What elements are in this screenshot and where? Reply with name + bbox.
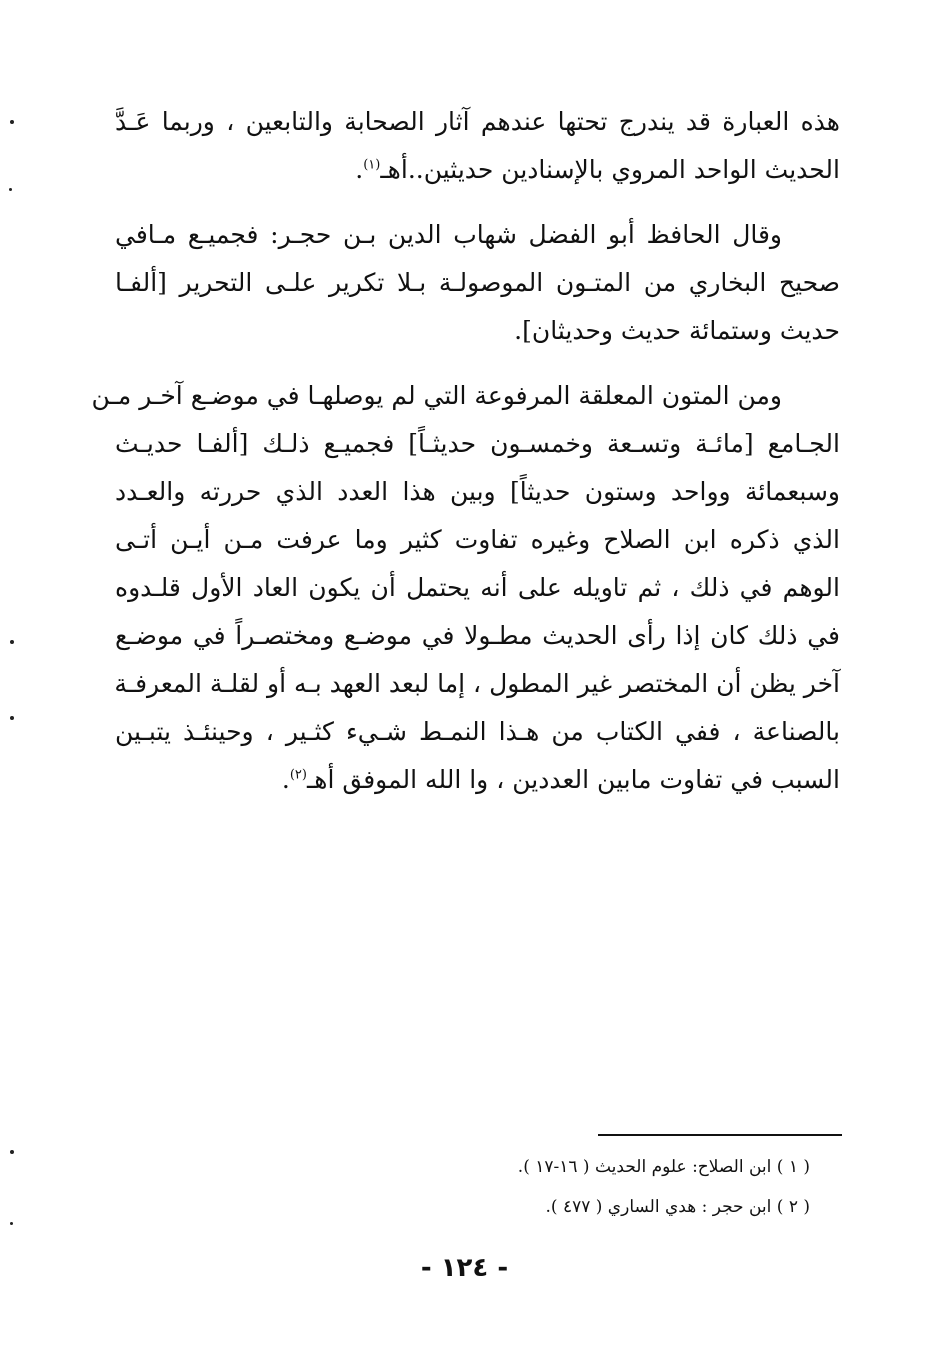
footnote-ref-1: (١) [363, 157, 381, 173]
line-tail: . [281, 765, 290, 794]
scan-speck [10, 1150, 14, 1154]
text-line-content: السبب في تفاوت مابين العددين ، وا الله الموفق أهـ [306, 765, 840, 794]
text-line: صحيح البخاري من المتـون الموصولـة بـلا تكرير علـى التحرير [ألفـا [115, 268, 840, 297]
text-line [115, 756, 840, 804]
line-tail: . [355, 155, 364, 184]
text-line: بالصناعة ، ففي الكتاب من هـذا النمـط شـيء كثـير ، وحينئـذ يتبـين [115, 717, 840, 746]
footnote-1: ( ١ ) ابن الصلاح: علوم الحديث ( ١٦-١٧ ). [517, 1157, 810, 1177]
scan-speck [10, 1222, 13, 1225]
text-line: الذي ذكره ابن الصلاح وغيره تفاوت كثير وما عرفت مـن أيـن أتـى [115, 525, 840, 554]
text-line: آخر يظن أن المختصر غير المطول ، إما لبعد العهد بـه أو لقلـة المعرفـة [114, 669, 840, 698]
footnote-separator [598, 1134, 842, 1136]
text-line: وسبعمائة وواحد وستون حديثاً] وبين هذا العدد الذي حررته والعـدد [115, 477, 840, 506]
text-line: الوهم في ذلك ، ثم تاويله على أنه يحتمل أن يكون العاد الأول قلـدوه [115, 573, 840, 602]
paragraph-1 [115, 98, 840, 194]
text-line: ومن المتون المعلقة المرفوعة التي لم يوصلهـا في موضـع آخـر مـن [91, 381, 782, 410]
scan-speck [10, 120, 14, 124]
main-text [91, 98, 840, 821]
paragraph-2 [115, 211, 840, 355]
text-line: في ذلك كان إذا رأى الحديث مطـولا في موضـع ومختصـراً في موضـع [115, 621, 840, 650]
text-line: حديث وستمائة حديث وحديثان]. [514, 316, 840, 345]
footnote-ref-2: (٢) [289, 767, 307, 783]
text-line-content: الحديث الواحد المروي بالإسنادين حديثين..أهـ [380, 155, 840, 184]
footnote-2: ( ٢ ) ابن حجر : هدي الساري ( ٤٧٧ ). [545, 1197, 810, 1217]
text-line: هذه العبارة قد يندرج تحتها عندهم آثار الصحابة والتابعين ، وربما عَـدَّ [115, 107, 840, 136]
text-line [115, 146, 840, 194]
footnotes [380, 1147, 810, 1227]
scan-speck [10, 640, 14, 644]
text-line: وقال الحافظ أبو الفضل شهاب الدين بـن حجـر: فجميـع مـافي [115, 220, 782, 249]
scan-speck [9, 188, 12, 191]
text-line: الجـامع [مائـة وتسـعة وخمسـون حديثـاً] فجميـع ذلـك [ألفـا حديـث [115, 429, 840, 458]
scan-speck [10, 716, 14, 720]
page-number: - ١٢٤ - [420, 1253, 509, 1283]
paragraph-3 [91, 372, 840, 804]
